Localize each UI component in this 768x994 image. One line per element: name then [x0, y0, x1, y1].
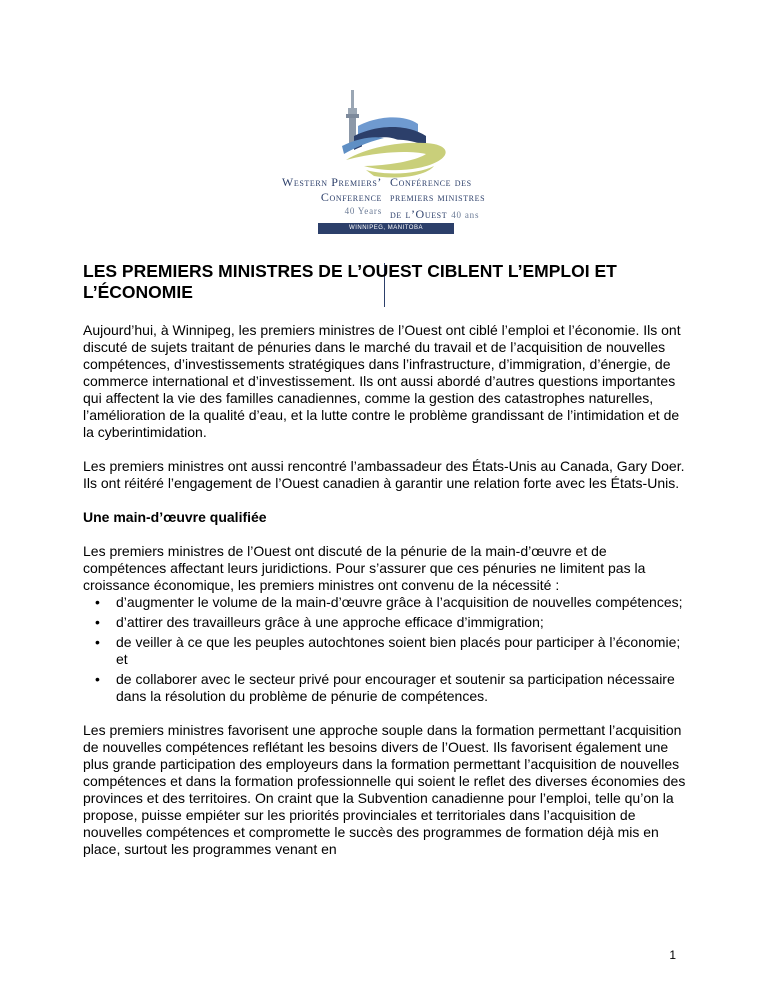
list-item: • de veiller à ce que les peuples autochtones soient bien placés pour participer à l’économie; et: [83, 634, 693, 668]
logo-fr-line1: Conférence des: [390, 175, 472, 189]
logo-fr-line2: premiers ministres: [390, 190, 486, 204]
list-item: • d’attirer des travailleurs grâce à une approche efficace d’immigration;: [83, 614, 693, 631]
logo-wordmark: [258, 175, 512, 255]
list-item: • de collaborer avec le secteur privé pour encourager et soutenir sa participation nécessaire dans la résolution du problème de pénurie de compétences.: [83, 671, 693, 705]
section-heading: Une main-d’œuvre qualifiée: [83, 509, 267, 525]
page-title: LES PREMIERS MINISTRES DE L’OUEST CIBLENT L’EMPLOI ET L’ÉCONOMIE: [83, 261, 617, 302]
document-body: [83, 261, 693, 875]
logo-fr-line3-group: [390, 205, 479, 223]
logo-en-line3: 40 Years: [344, 206, 382, 216]
conference-logo: [258, 90, 512, 258]
list-item: • d’augmenter le volume de la main-d’œuvre grâce à l’acquisition de nouvelles compétences;: [83, 594, 693, 611]
page-number: 1: [669, 948, 676, 962]
bullet-list: [83, 594, 693, 705]
logo-fr-years: 40 ans: [451, 210, 480, 220]
paragraph-closing: Les premiers ministres favorisent une approche souple dans la formation permettant l’acquisition de nouvelles compétences reflétant les besoins divers de l’Ouest. Ils favorisent également une plus grande participation des employeurs dans la formation permettant l’acquisition de nouvelles compétences et dans la formation professionnelle qui soient le reflet des diverses économies des provinces et des territoires. On craint que la Subvention canadienne pour l’emploi, telle qu’on la propose, puisse empiéter sur les priorités provinciales et territoriales dans l’acquisition de nouvelles compétences et compromette le succès des programmes de formation déjà mis en place, surtout les programmes venant en: [83, 722, 686, 857]
section-intro: Les premiers ministres de l’Ouest ont discuté de la pénurie de la main-d’œuvre et de compétences affectant leurs juridictions. Pour s’assurer que ces pénuries ne limitent pas la croissance économique, les premiers ministres ont convenu de la nécessité :: [83, 543, 646, 593]
paragraph-ambassador: Les premiers ministres ont aussi rencontré l’ambassadeur des États-Unis au Canada, Gary Doer. Ils ont réitéré l’engagement de l’Ouest canadien à garantir une relation forte avec les États-Unis.: [83, 458, 685, 491]
logo-en-line1: Western Premiers’: [281, 175, 382, 189]
logo-city: WINNIPEG, MANITOBA: [318, 223, 454, 234]
skyline-emblem-icon: [258, 90, 512, 180]
paragraph-intro: Aujourd’hui, à Winnipeg, les premiers ministres de l’Ouest ont ciblé l’emploi et l’économie. Ils ont discuté de sujets traitant de pénuries dans le marché du travail et de l’acquisition de nouvelles compétences, d’investissements stratégiques dans l’infrastructure, d’immigration, d’énergie, de commerce international et d’investissement. Ils ont aussi abordé d’autres questions importantes qui affectent la vie des familles canadiennes, comme la gestion des catastrophes naturelles, l’amélioration de la qualité d’eau, et la lutte contre le problème grandissant de l’intimidation et de la cyberintimidation.: [83, 322, 681, 440]
logo-en-line2: Conference: [320, 190, 382, 204]
logo-fr-line3: de l’Ouest: [390, 207, 448, 221]
